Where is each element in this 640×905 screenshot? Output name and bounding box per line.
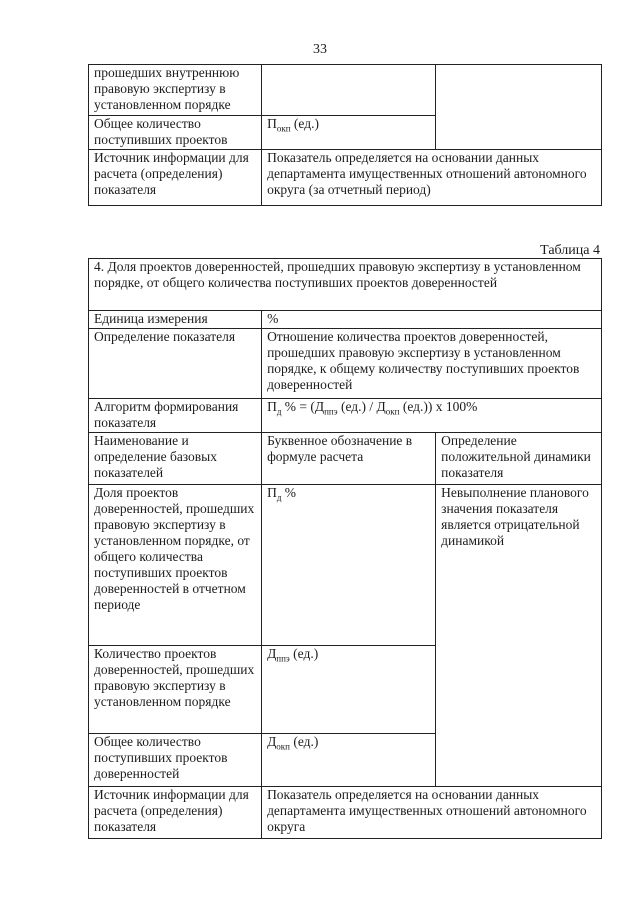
- header-symbol: Буквенное обозначение в формуле расчета: [262, 433, 436, 485]
- algorithm-formula: $П_д$ % = ($Д_{ппэ}$ $(ед.) / Д_{окп}$ (ед.)) x 100%: [262, 399, 602, 433]
- base-name: Общее количество поступивших проектов доверенностей: [89, 734, 262, 787]
- base-name: Доля проектов доверенностей, прошедших правовую экспертизу в установленном порядке, от общего количества поступивших проектов доверенностей в отчетном периоде: [89, 485, 262, 646]
- header-dynamics: Определение положительной динамики показателя: [436, 433, 602, 485]
- source-label: Источник информации для расчета (определения) показателя: [89, 787, 262, 839]
- source-value: Показатель определяется на основании данных департамента имущественных отношений автономного округа: [262, 787, 602, 839]
- dynamics-text: Невыполнение планового значения показателя является отрицательной динамикой: [436, 485, 602, 787]
- page-number: 33: [313, 42, 327, 57]
- definition-label: Определение показателя: [89, 329, 262, 399]
- base-symbol: $Д_{ппэ}$ (ед.): [262, 646, 436, 734]
- source-value: Показатель определяется на основании данных департамента имущественных отношений автономного округа (за отчетный период): [262, 150, 602, 206]
- table-4: [88, 258, 602, 839]
- unit-value: %: [262, 311, 602, 329]
- empty-cell: [436, 65, 602, 150]
- row-value: $П_{окп}$ (ед.): [262, 116, 436, 150]
- table-top: [88, 64, 602, 206]
- unit-label: Единица измерения: [89, 311, 262, 329]
- row-value: [262, 65, 436, 116]
- base-symbol: $П_д$ %: [262, 485, 436, 646]
- row-label: прошедших внутреннюю правовую экспертизу в установленном порядке: [89, 65, 262, 116]
- definition-value: Отношение количества проектов доверенностей, прошедших правовую экспертизу в установленном порядке, к общему количеству поступивших проектов доверенностей: [262, 329, 602, 399]
- row-label: Общее количество поступивших проектов: [89, 116, 262, 150]
- table-title: 4. Доля проектов доверенностей, прошедших правовую экспертизу в установленном порядке, от общего количества поступивших проектов доверенностей: [89, 259, 602, 311]
- table-caption: Таблица 4: [540, 243, 600, 258]
- base-name: Количество проектов доверенностей, прошедших правовую экспертизу в установленном порядке: [89, 646, 262, 734]
- header-name: Наименование и определение базовых показателей: [89, 433, 262, 485]
- algorithm-label: Алгоритм формирования показателя: [89, 399, 262, 433]
- base-symbol: $Д_{окп}$ (ед.): [262, 734, 436, 787]
- source-label: Источник информации для расчета (определения) показателя: [89, 150, 262, 206]
